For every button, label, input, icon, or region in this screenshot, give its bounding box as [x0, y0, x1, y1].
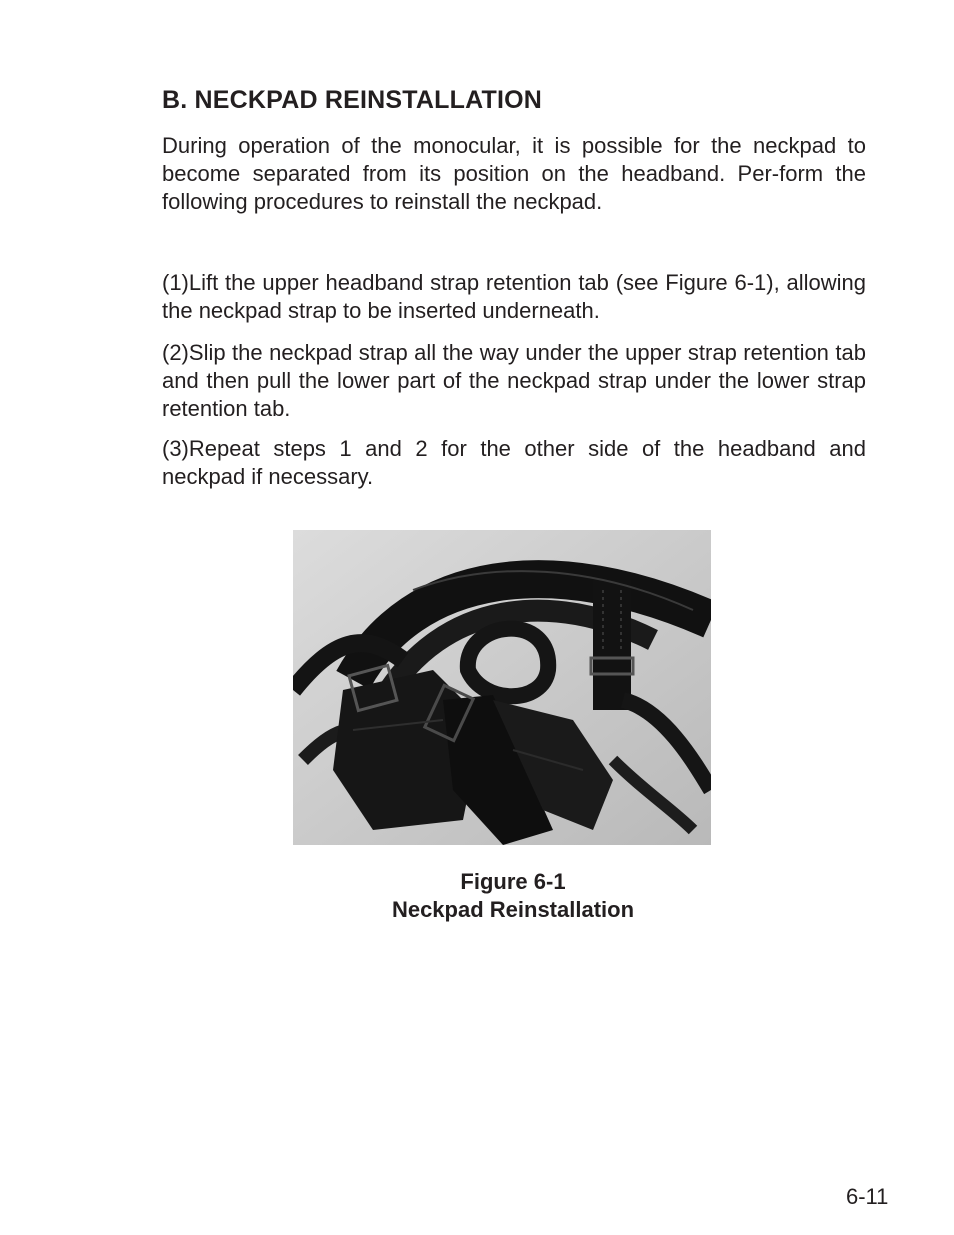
- page-number: 6-11: [846, 1184, 889, 1209]
- step-1-text: Lift the upper headband strap retention tab (see Figure 6-1), allowing the neckpad strap to be inserted underneath.: [162, 270, 866, 323]
- figure-label: Figure 6-1: [460, 869, 566, 894]
- neckpad-photo: [293, 530, 711, 845]
- figure-title: Neckpad Reinstallation: [391, 897, 635, 922]
- step-3-text: Repeat steps 1 and 2 for the other side of the headband and neckpad if necessary.: [162, 436, 866, 489]
- step-2-text: Slip the neckpad strap all the way under the upper strap retention tab and then pull the lower part of the neckpad strap under the lower strap retention tab.: [162, 340, 866, 421]
- step-3: [162, 435, 866, 491]
- step-3-number: (3): [162, 436, 189, 461]
- step-2-number: (2): [162, 340, 189, 365]
- step-2: [162, 339, 866, 423]
- intro-paragraph: During operation of the monocular, it is possible for the neckpad to become separated from its position on the headband. Per-form the following procedures to reinstall the neckpad.: [162, 133, 866, 214]
- step-1: [162, 269, 866, 325]
- step-1-number: (1): [162, 270, 189, 295]
- section-heading: B. NECKPAD REINSTALLATION: [162, 86, 542, 114]
